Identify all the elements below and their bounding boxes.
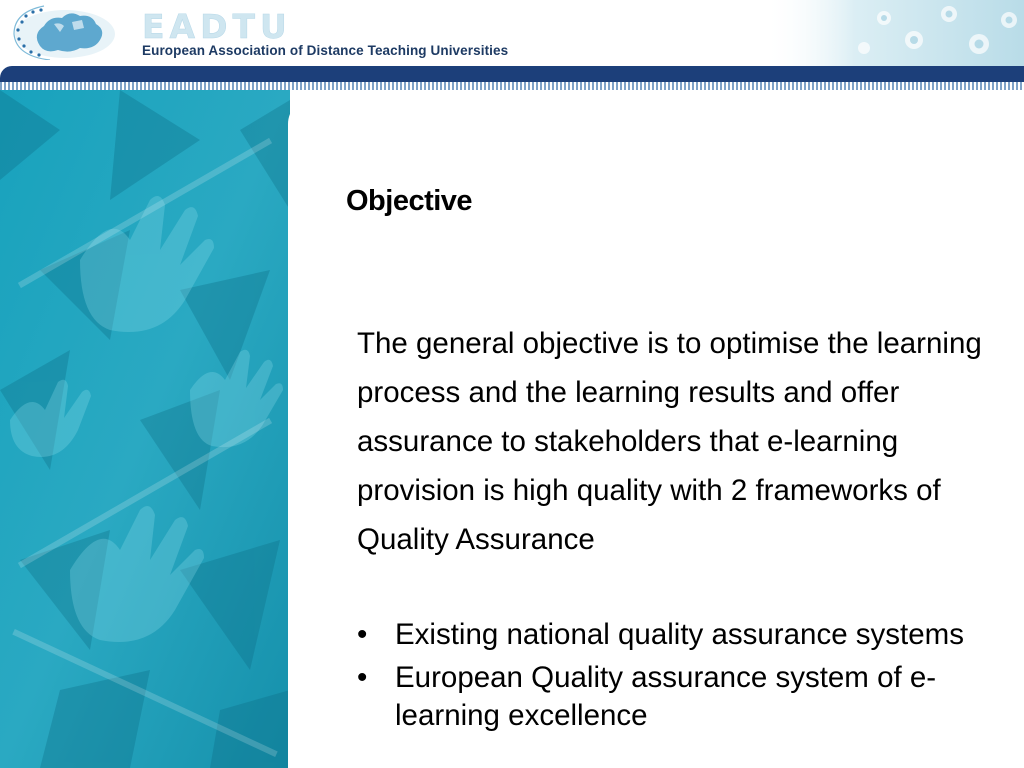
brand [142,7,509,58]
bullet-text: Existing national quality assurance systems [395,618,964,651]
brand-subtitle: European Association of Distance Teaching Universities [142,43,509,58]
bullet-symbol: • [357,661,368,694]
bullet-text: learning excellence [395,699,648,732]
bullet-symbol: • [357,618,368,651]
bullet-item [357,610,1024,659]
hands-pattern-icon [0,90,290,768]
bullet-text: European Quality assurance system of e- [395,661,937,694]
slide-header [0,0,1024,66]
paragraph-line: provision is high quality with 2 frameworks of [357,474,941,507]
gear-pattern-icon [764,0,1024,66]
bullet-item [357,659,1024,735]
paragraph-line: The general objective is to optimise the learning [357,327,982,360]
paragraph-line: Quality Assurance [357,523,595,556]
paragraph-line: assurance to stakeholders that e-learning [357,425,899,458]
header-bar [0,66,1024,82]
objective-paragraph [357,319,1024,564]
paragraph-line: process and the learning results and offer [357,376,900,409]
brand-name: EADTU [142,7,292,46]
header-dotted-line [0,82,1024,90]
bullet-list [357,610,1024,735]
europe-map-logo-icon [10,4,120,60]
slide-title: Objective [346,185,473,217]
